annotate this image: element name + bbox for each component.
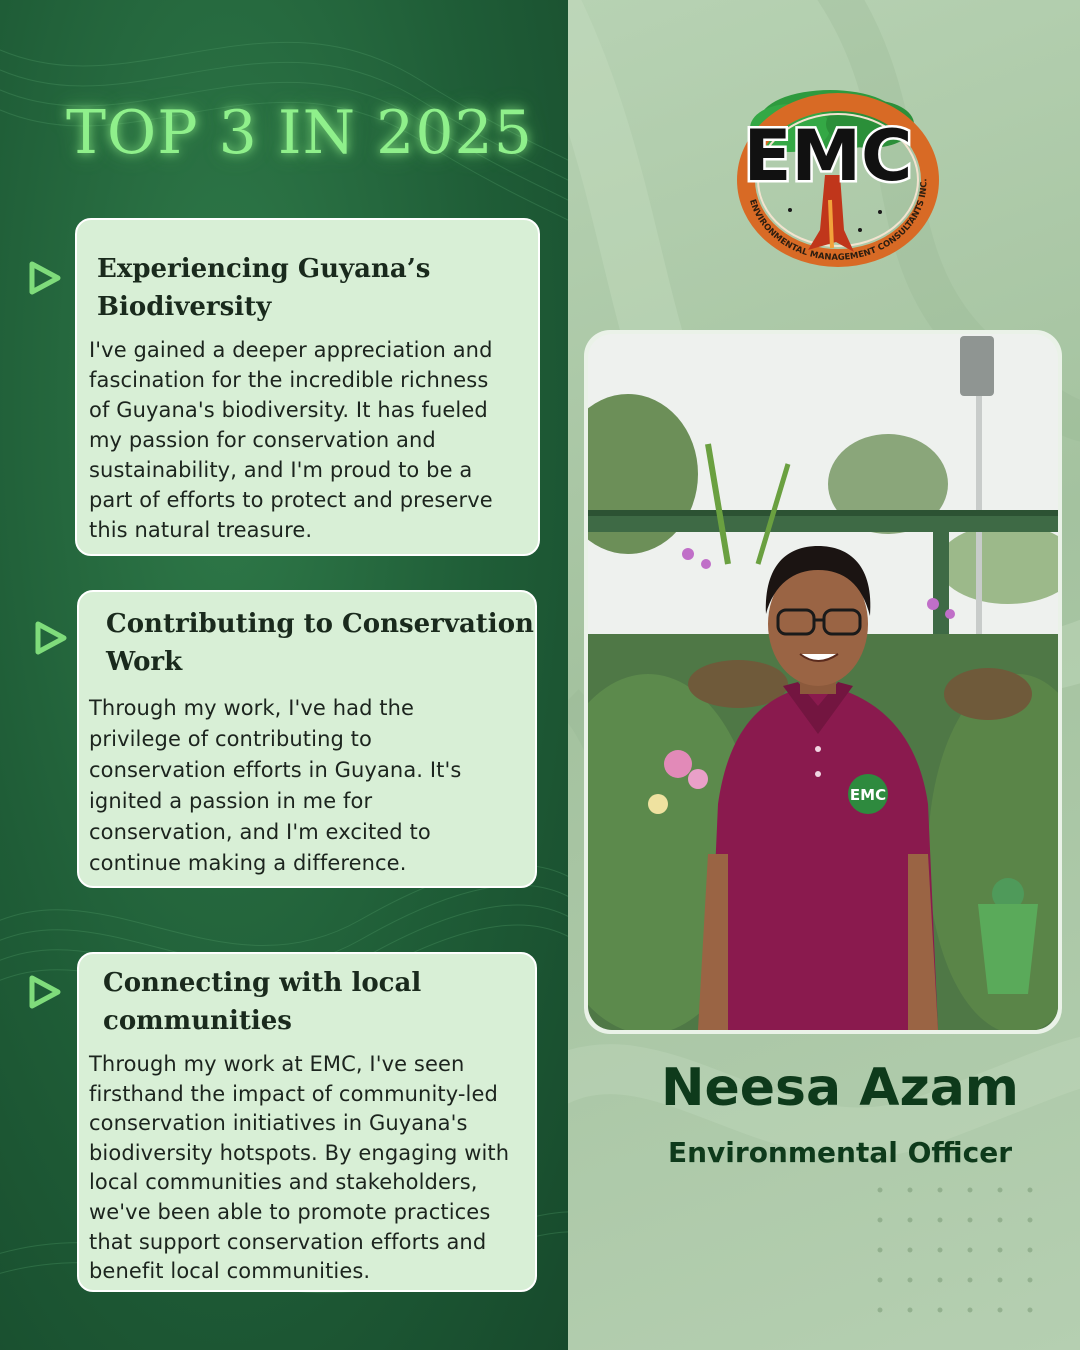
card-title xyxy=(106,605,534,681)
card-body-line: my passion for conservation and xyxy=(89,428,436,452)
card-body xyxy=(89,1050,509,1287)
card-body-line: firsthand the impact of community-led xyxy=(89,1081,498,1106)
highlight-card xyxy=(77,952,537,1292)
card-title-line: Experiencing Guyana’s xyxy=(97,254,431,284)
card-title xyxy=(97,250,430,326)
card-body-line: sustainability, and I'm proud to be a xyxy=(89,458,473,482)
card-title-line: Contributing to Conservation xyxy=(106,609,534,639)
logo-ring-text-path: ENVIRONMENTAL MANAGEMENT CONSULTANTS INC. xyxy=(746,178,930,263)
card-body-line: that support conservation efforts and xyxy=(89,1229,487,1254)
card-body-line: local communities and stakeholders, xyxy=(89,1170,478,1195)
person-role: Environmental Officer xyxy=(667,1136,1013,1169)
card-body-line: conservation efforts in Guyana. It's xyxy=(89,758,462,782)
card-body-line: conservation, and I'm excited to xyxy=(89,820,431,844)
card-body-line: Through my work at EMC, I've seen xyxy=(89,1052,465,1076)
dot-grid-decoration xyxy=(870,1180,1070,1340)
play-arrow-icon xyxy=(24,258,64,298)
logo-wordmark: EMC xyxy=(743,115,913,197)
card-body xyxy=(89,693,461,879)
card-body-line: this natural treasure. xyxy=(89,518,313,542)
emc-logo xyxy=(720,80,940,270)
card-body-line: I've gained a deeper appreciation and xyxy=(89,338,493,362)
headline: TOP 3 IN 2025 xyxy=(66,98,533,168)
card-body-line: of Guyana's biodiversity. It has fueled xyxy=(89,398,488,422)
card-body-line: biodiversity hotspots. By engaging with xyxy=(89,1140,510,1165)
highlight-card xyxy=(77,590,537,888)
photo-frame xyxy=(584,330,1062,1034)
portrait-photo xyxy=(588,334,1058,1030)
card-body-line: Through my work, I've had the xyxy=(89,696,415,720)
card-title-line: Biodiversity xyxy=(97,292,272,322)
play-arrow-icon xyxy=(24,972,64,1012)
person-name: Neesa Azam xyxy=(661,1058,1019,1118)
shirt-logo: EMC xyxy=(849,786,887,804)
card-title xyxy=(103,964,421,1040)
highlight-card xyxy=(75,218,540,556)
card-body-line: benefit local communities. xyxy=(89,1259,371,1284)
card-body-line: part of efforts to protect and preserve xyxy=(89,488,493,512)
card-body-line: privilege of contributing to xyxy=(89,727,372,751)
card-title-line: Connecting with local xyxy=(103,968,422,998)
play-arrow-icon xyxy=(30,618,70,658)
card-body-line: fascination for the incredible richness xyxy=(89,368,489,392)
card-body-line: we've been able to promote practices xyxy=(89,1199,491,1224)
card-title-line: Work xyxy=(106,647,183,677)
card-body-line: conservation initiatives in Guyana's xyxy=(89,1111,468,1136)
card-body-line: ignited a passion in me for xyxy=(89,789,373,813)
card-title-line: communities xyxy=(103,1006,292,1036)
card-body-line: continue making a difference. xyxy=(89,851,407,875)
card-body xyxy=(89,335,493,545)
